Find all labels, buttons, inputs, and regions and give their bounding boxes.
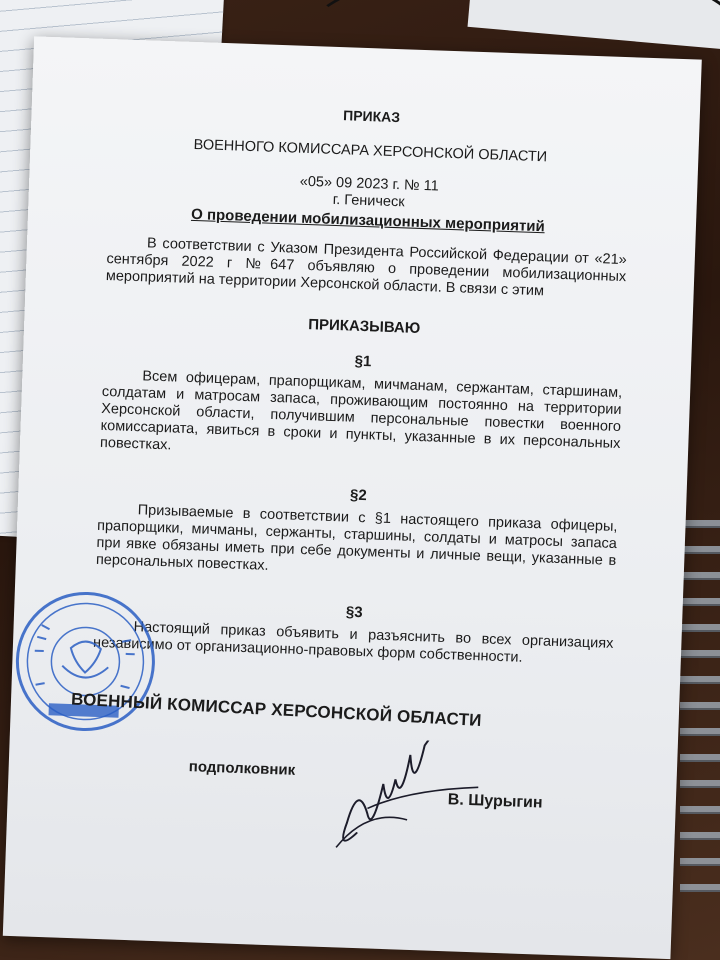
official-seal-stamp bbox=[8, 584, 163, 739]
document-title: ПРИКАЗ bbox=[342, 107, 401, 126]
section-text: Всем офицерам, прапорщикам, мичманам, сержантам, старшинам, солдатам и матросам запаса, проживающим постоянно на территории Херсонской области, получившим персональные повестки военного комиссариата, явиться в сроки и пункты, указанные в их персональных повестках. bbox=[99, 368, 623, 454]
signature-title: ВОЕННЫЙ КОМИССАР ХЕРСОНСКОЙ ОБЛАСТИ bbox=[70, 689, 483, 730]
document-subject: О проведении мобилизационных мероприятий bbox=[190, 205, 546, 236]
order-heading: ПРИКАЗЫВАЮ bbox=[307, 316, 421, 337]
document-body bbox=[93, 99, 632, 670]
document-date-number: «05» 09 2023 г. № 11 bbox=[299, 173, 439, 195]
section-number: §3 bbox=[345, 603, 363, 622]
order-document bbox=[3, 36, 702, 959]
section-number: §1 bbox=[354, 352, 372, 371]
document-intro: В соответствии с Указом Президента Российской Федерации от «21» сентября 2022 г №647 объявляю о проведении мобилизационных мероприятий на территории Херсонской области. В связи с этим bbox=[105, 235, 628, 300]
spiral-binding bbox=[680, 520, 720, 900]
section-number: §2 bbox=[349, 486, 368, 505]
section-text: Призываемые в соответствии с §1 настоящего приказа офицеры, прапорщики, мичманы, сержанты, старшины, солдаты и матросы запаса при явке обязаны иметь при себе документы и личные вещи, указанные в персональных повестках. bbox=[95, 502, 618, 574]
section-text: Настоящий приказ объявить и разъяснить во всех организациях независимо от организационно-правовых форм собственности. bbox=[92, 619, 614, 666]
document-issuer: ВОЕННОГО КОМИССАРА ХЕРСОНСКОЙ ОБЛАСТИ bbox=[193, 136, 548, 166]
signer-rank: подполковник bbox=[188, 758, 296, 779]
signer-name: В. Шурыгин bbox=[447, 791, 543, 812]
document-city: г. Геническ bbox=[332, 191, 405, 211]
